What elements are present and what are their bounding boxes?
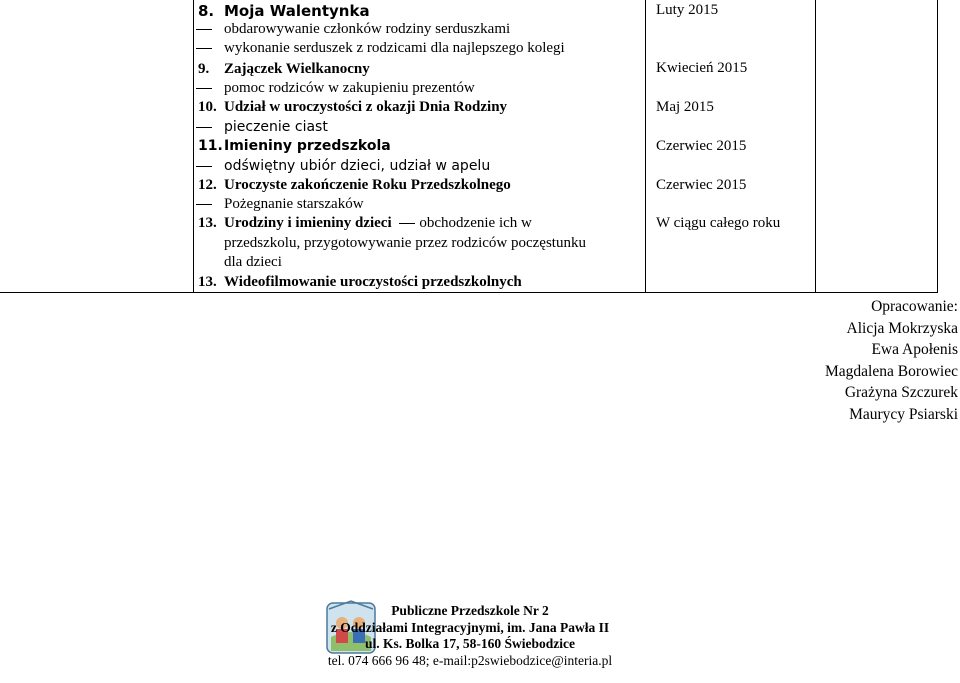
event-10-date: Maj 2015 [656, 99, 714, 115]
table-border-left [193, 0, 194, 292]
signature-heading: Opracowanie: [871, 298, 958, 315]
event-12-date: Czerwiec 2015 [656, 177, 747, 193]
table-border-right-inner [815, 0, 816, 292]
event-13-date: W ciągu całego roku [656, 215, 781, 231]
signature-name: Magdalena Borowiec [825, 362, 958, 380]
footer-institution-name: Publiczne Przedszkole Nr 2 [391, 603, 549, 618]
signature-name: Ewa Apołenis [871, 341, 958, 358]
signature-name: Grażyna Szczurek [844, 384, 958, 401]
event-11-date: Czerwiec 2015 [656, 138, 747, 154]
footer-institution-subtitle: z Oddziałami Integracyjnymi, im. Jana Pawła II [330, 619, 610, 635]
signature-name: Alicja Mokrzyska [846, 319, 958, 337]
event-8-date: Luty 2015 [656, 2, 719, 18]
table-border-middle [645, 0, 646, 292]
footer-address [300, 603, 640, 669]
signature-block [825, 296, 958, 425]
footer-contact: tel. 074 666 96 48; e-mail:p2swiebodzice@interia.pl [327, 652, 613, 668]
footer-street-address: ul. Ks. Bolka 17, 58-160 Świebodzice [364, 636, 575, 652]
events-table: 8. Moja Walentynka obdarowywanie członków rodziny serduszkami wykonanie serduszek z rodzicami dla najlepszego kolegi Luty 2015 9. Zajączek Wielkanocny pomoc rodziców w zakupieniu prezentów Kwiecień 2015 10. Udział w uroczystości z okazji Dnia Rodziny pieczenie ciast Maj 2015 11. Imieniny przedszkola odświętny ubiór dzieci, udział w apelu Czerwiec 2015 12. Uroczyste zakończenie Roku Przedszkolnego Pożegnanie starszaków Czerwiec 2015 13. Urodziny i imieniny dzieci obchodzenie ich w przedszkolu, przygotowywanie przez rodziców poczęstunku dla dzieci W ciągu całego roku 13. Wideofilmowanie uroczystości przedszkolnych [0, 0, 938, 293]
event-9-date: Kwiecień 2015 [656, 60, 748, 76]
signature-name: Maurycy Psiarski [849, 405, 958, 423]
